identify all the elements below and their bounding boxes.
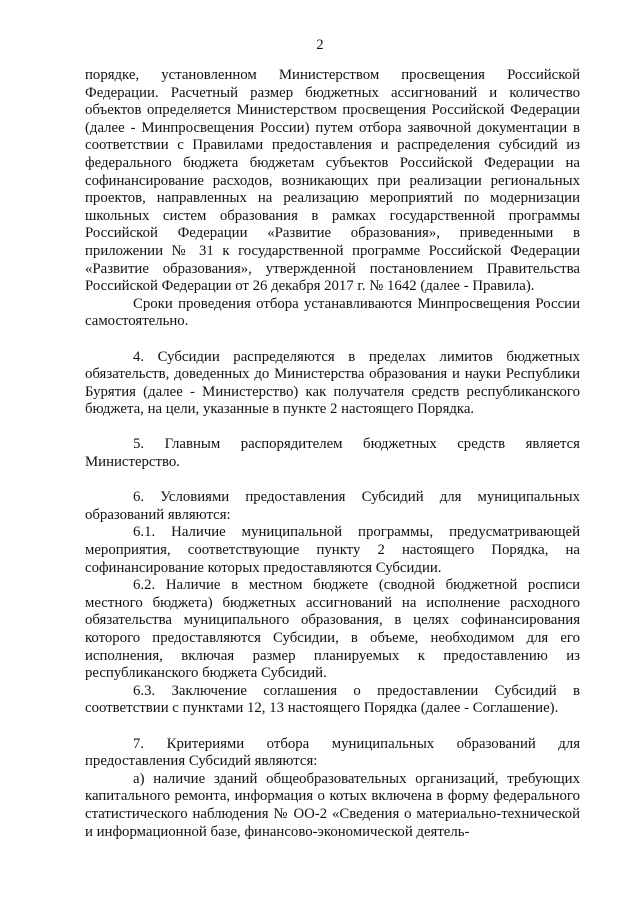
paragraph-7-a: а) наличие зданий общеобразовательных организаций, требующих капитального ремонта, информация о котых включена в форму федерального статистического наблюдения № ОО-2 «Сведения о материально-технической и информационной базе, финансово-экономической деятель- — [85, 770, 580, 840]
paragraph-5: 5. Главным распорядителем бюджетных средств является Министерство. — [85, 436, 580, 471]
paragraph-4: 4. Субсидии распределяются в пределах лимитов бюджетных обязательств, доведенных до Министерства образования и науки Республики Бурятия (далее - Министерство) как получателя средств республиканского бюджета, на цели, указанные в пункте 2 настоящего Порядка. — [85, 348, 580, 418]
paragraph-continuation: порядке, установленном Министерством просвещения Российской Федерации. Расчетный размер бюджетных ассигнований и количество объектов определяется Министерством просвещения Российской Федерации (далее - Минпросвещения России) путем отбора заявочной документации в соответствии с Правилами предоставления и распределения субсидий из федерального бюджета бюджетам субъектов Российской Федерации на софинансирование расходов, возникающих при реализации региональных проектов, направленных на реализацию мероприятий по модернизации школьных систем образования в рамках государственной программы Российской Федерации «Развитие образования», приведенными в приложении № 31 к государственной программе Российской Федерации «Развитие образования», утвержденной постановлением Правительства Российской Федерации от 26 декабря 2017 г. № 1642 (далее - Правила). — [85, 67, 580, 295]
paragraph-6-1: 6.1. Наличие муниципальной программы, предусматривающей мероприятия, соответствующие пункту 2 настоящего Порядка, на софинансирование которых предоставляются Субсидии. — [85, 524, 580, 576]
page-number: 2 — [316, 37, 324, 53]
paragraph-6: 6. Условиями предоставления Субсидий для муниципальных образований являются: — [85, 489, 580, 523]
document-body — [85, 67, 580, 841]
paragraph-7: 7. Критериями отбора муниципальных образований для предоставления Субсидий являются: — [85, 735, 580, 770]
paragraph-6-3: 6.3. Заключение соглашения о предоставлении Субсидий в соответствии с пунктами 12, 13 настоящего Порядка (далее - Соглашение). — [85, 682, 580, 717]
paragraph-6-2: 6.2. Наличие в местном бюджете (сводной бюджетной росписи местного бюджета) бюджетных ассигнований на исполнение расходного обязательства муниципального образования, в целях софинансирования которого предоставляются Субсидии, в объеме, необходимом для его исполнения, включая размер планируемых к предоставлению из республиканского бюджета Субсидий. — [85, 577, 580, 682]
paragraph-selection-terms: Сроки проведения отбора устанавливаются Минпросвещения России самостоятельно. — [85, 295, 580, 330]
